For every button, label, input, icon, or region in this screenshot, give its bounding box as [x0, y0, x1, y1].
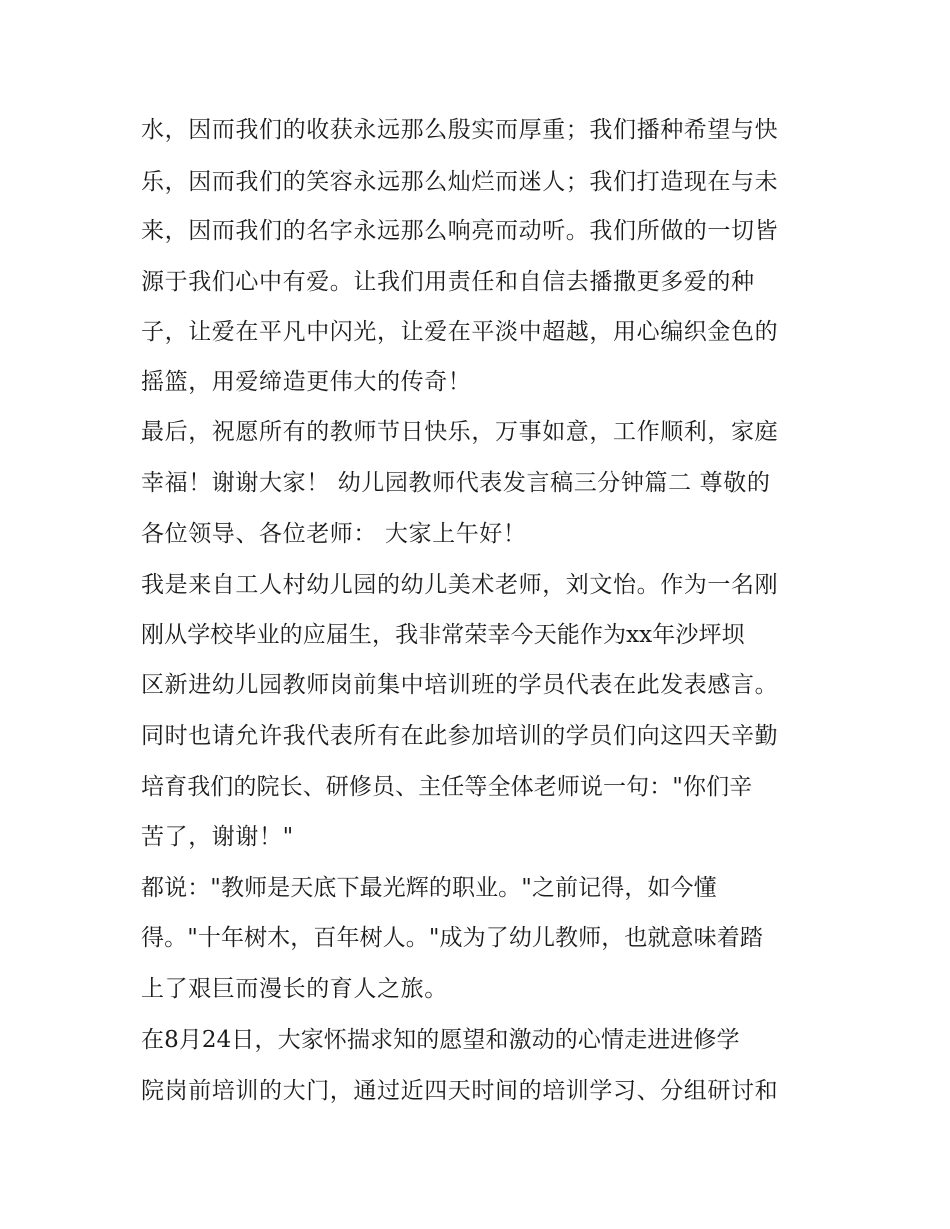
- text-line: 同时也请允许我代表所有在此参加培训的学员们向这四天辛勤: [141, 723, 779, 749]
- text-line: 乐，因而我们的笑容永远那么灿烂而迷人；我们打造现在与未: [141, 169, 779, 195]
- text-line: 区新进幼儿园教师岗前集中培训班的学员代表在此发表感言。: [141, 672, 779, 698]
- text-line: 培育我们的院长、研修员、主任等全体老师说一句："你们辛: [141, 774, 753, 800]
- text-line: 最后，祝愿所有的教师节日快乐，万事如意，工作顺利，家庭: [141, 419, 779, 445]
- text-line: 得。"十年树木，百年树人。"成为了幼儿教师，也就意味着踏: [141, 925, 763, 951]
- text-line: 来，因而我们的名字永远那么响亮而动听。我们所做的一切皆: [141, 218, 779, 244]
- text-line: 苦了，谢谢！": [141, 824, 294, 850]
- text-line: 都说："教师是天底下最光辉的职业。"之前记得，如今懂: [141, 875, 717, 901]
- text-line: 源于我们心中有爱。让我们用责任和自信去播撒更多爱的种: [141, 269, 755, 295]
- text-line: 子，让爱在平凡中闪光，让爱在平淡中超越，用心编织金色的: [141, 319, 779, 345]
- text-line: 在8月24日，大家怀揣求知的愿望和激动的心情走进进修学: [141, 1027, 740, 1053]
- text-line: 摇篮，用爱缔造更伟大的传奇！: [141, 369, 472, 395]
- text-line: 幸福！谢谢大家！ 幼儿园教师代表发言稿三分钟篇二 尊敬的: [141, 470, 771, 496]
- text-line: 各位领导、各位老师： 大家上午好！: [141, 521, 527, 547]
- text-line: 我是来自工人村幼儿园的幼儿美术老师，刘文怡。作为一名刚: [141, 572, 779, 598]
- text-line: 上了艰巨而漫长的育人之旅。: [141, 976, 448, 1002]
- text-line: 院岗前培训的大门，通过近四天时间的培训学习、分组研讨和: [141, 1078, 779, 1104]
- text-line: 刚从学校毕业的应届生，我非常荣幸今天能作为xx年沙坪坝: [141, 622, 745, 648]
- text-line: 水，因而我们的收获永远那么殷实而厚重；我们播种希望与快: [141, 117, 779, 143]
